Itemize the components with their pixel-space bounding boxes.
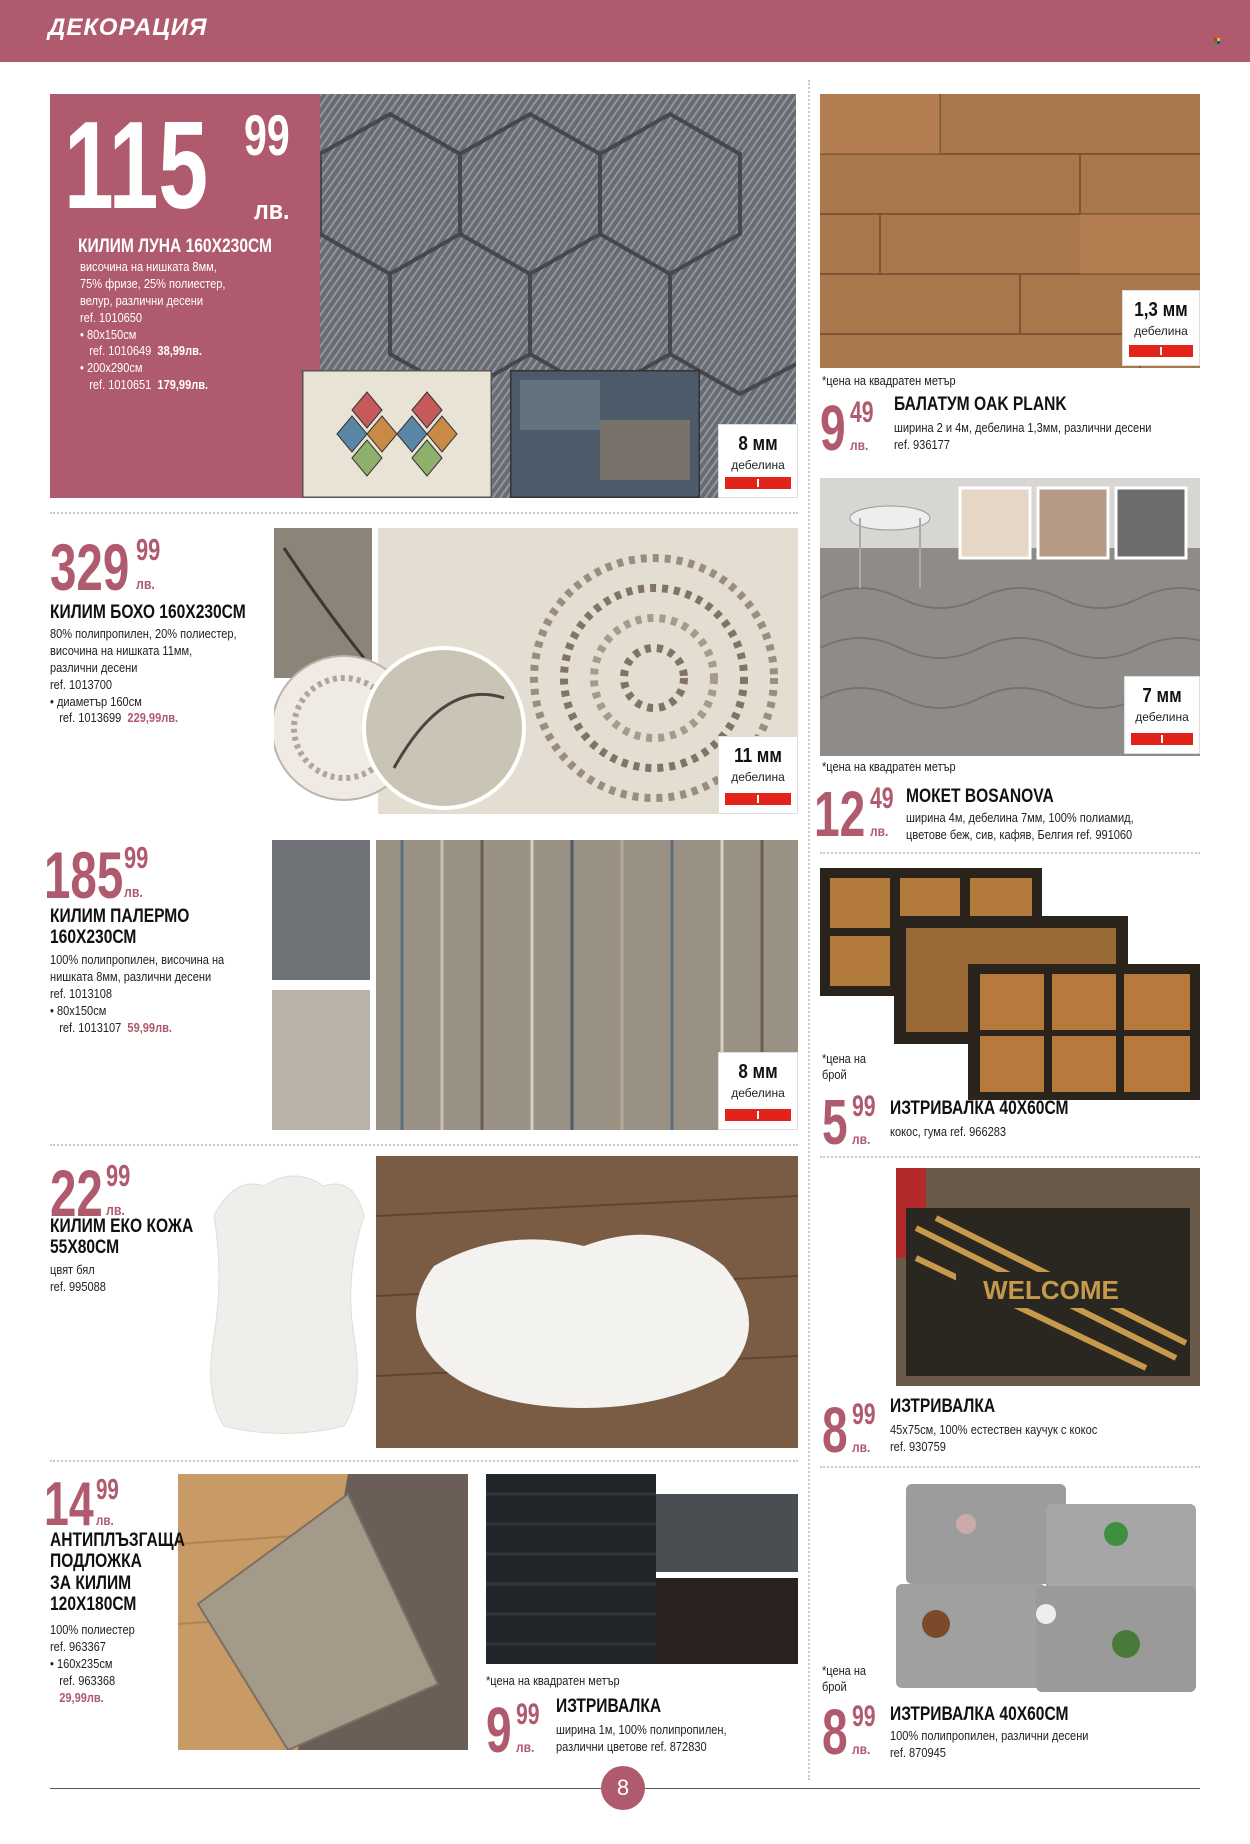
luna-name: КИЛИМ ЛУНА 160Х230СМ xyxy=(78,236,273,257)
oak-thickness-badge: 1,3 мм дебелина xyxy=(1122,290,1200,366)
mat-welcome-desc: 45х75см, 100% естествен каучук с кокос ref. 930759 xyxy=(890,1422,1098,1454)
oak-price-note: *цена на квадратен метър xyxy=(822,374,956,388)
divider xyxy=(50,1460,798,1462)
boho-desc: 80% полипропилен, 20% полиестер, височина на нишката 11мм, различни десени ref. 1013700 • диаметър 160см ref. 1013699 229,99лв. xyxy=(50,626,237,726)
underlay-image xyxy=(178,1474,468,1750)
mat-coco-desc: кокос, гума ref. 966283 xyxy=(890,1124,1007,1139)
bosanova-thickness-badge: 7 мм дебелина xyxy=(1124,676,1200,754)
underlay-desc: 100% полиестер ref. 963367 • 160х235см ref. 963368 29,99лв. xyxy=(50,1622,135,1705)
mat-poly-price-note: *цена на квадратен метър xyxy=(486,1674,620,1688)
page-header xyxy=(0,0,1250,62)
luna-desc: височина на нишката 8мм, 75% фризе, 25% полиестер, велур, различни десени ref. 1010650 • 80х150см ref. 1010649 38,99лв. • 200х290см ref. 1010651 179,99лв. xyxy=(80,259,226,393)
mat-kids-price-note: *цена на брой xyxy=(822,1664,867,1694)
boho-price: 329 99 лв. xyxy=(50,530,161,604)
oak-name: БАЛАТУМ OAK PLANK xyxy=(894,394,1067,415)
divider xyxy=(820,852,1200,854)
mat-coco-price: 5 99 лв. xyxy=(822,1086,876,1158)
divider xyxy=(50,512,798,514)
mat-coco-image xyxy=(820,868,1200,1100)
boho-thickness-badge: 11 мм дебелина xyxy=(718,736,798,814)
mat-kids-name: ИЗТРИВАЛКА 40Х60СМ xyxy=(890,1704,1069,1725)
bosanova-price: 12 49 лв. xyxy=(814,778,894,850)
palermo-name: КИЛИМ ПАЛЕРМО 160Х230СМ xyxy=(50,906,190,949)
luna-price: 115 99 лв. xyxy=(64,97,290,235)
luna-variant-image-1 xyxy=(302,370,492,498)
page-number: 8 xyxy=(601,1766,645,1810)
divider xyxy=(50,1144,798,1146)
mat-welcome-price: 8 99 лв. xyxy=(822,1394,876,1466)
mat-kids-price: 8 99 лв. xyxy=(822,1696,876,1768)
mat-poly-name: ИЗТРИВАЛКА xyxy=(556,1696,662,1717)
color-dots xyxy=(1214,38,1220,44)
mat-poly-desc: ширина 1м, 100% полипропилен, различни цветове ref. 872830 xyxy=(556,1722,727,1754)
oak-price: 9 49 лв. xyxy=(820,392,874,464)
mat-kids-desc: 100% полипропилен, различни десени ref. 870945 xyxy=(890,1728,1089,1760)
eco-name: КИЛИМ ЕКО КОЖА 55Х80СМ xyxy=(50,1216,194,1259)
palermo-thickness-badge: 8 мм дебелина xyxy=(718,1052,798,1130)
boho-name: КИЛИМ БОХО 160Х230СМ xyxy=(50,602,246,623)
oak-desc: ширина 2 и 4м, дебелина 1,3мм, различни десени ref. 936177 xyxy=(894,420,1152,452)
divider xyxy=(820,1466,1200,1468)
mat-poly-price: 9 99 лв. xyxy=(486,1694,540,1766)
mat-welcome-image xyxy=(896,1168,1200,1386)
luna-thickness-badge: 8 мм дебелина xyxy=(718,424,798,498)
mat-kids-image xyxy=(896,1474,1200,1696)
underlay-price: 14 99 лв. xyxy=(44,1470,119,1539)
mat-coco-price-note: *цена на брой xyxy=(822,1052,867,1082)
divider xyxy=(808,80,810,1780)
bosanova-desc: ширина 4м, дебелина 7мм, 100% полиамид, цветове беж, сив, кафяв, Белгия ref. 991060 xyxy=(906,810,1134,842)
palermo-desc: 100% полипропилен, височина на нишката 8мм, различни десени ref. 1013108 • 80х150см ref. 1013107 59,99лв. xyxy=(50,952,225,1035)
bosanova-name: МОКЕТ BOSANOVA xyxy=(906,786,1054,807)
eco-desc: цвят бял ref. 995088 xyxy=(50,1262,106,1294)
eco-price: 22 99 лв. xyxy=(50,1156,131,1230)
section-title: ДЕКОРАЦИЯ xyxy=(48,14,208,41)
mat-welcome-text: WELCOME xyxy=(983,1275,1119,1305)
luna-variant-image-2 xyxy=(510,370,700,498)
mat-welcome-name: ИЗТРИВАЛКА xyxy=(890,1396,996,1417)
divider xyxy=(820,1156,1200,1158)
mat-coco-name: ИЗТРИВАЛКА 40Х60СМ xyxy=(890,1098,1069,1119)
underlay-name: АНТИПЛЪЗГАЩА ПОДЛОЖКА ЗА КИЛИМ 120Х180СМ xyxy=(50,1530,185,1615)
mat-poly-image xyxy=(486,1474,798,1664)
eco-rug-image xyxy=(204,1156,798,1448)
bosanova-price-note: *цена на квадратен метър xyxy=(822,760,956,774)
palermo-price: 185 99 лв. xyxy=(44,838,149,912)
